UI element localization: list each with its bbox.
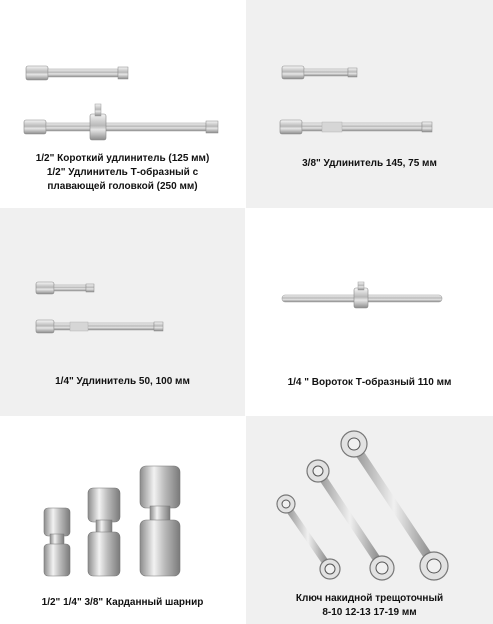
- universal-joint-icon: [0, 416, 245, 591]
- caption-line: Ключ накидной трещоточный: [295, 593, 444, 604]
- panel-ratchet-wrenches: [246, 416, 493, 624]
- caption-line: 1/2" Короткий удлинитель (125 мм): [35, 153, 210, 164]
- panel-t-handle: [246, 208, 493, 416]
- t-handle-icon: [246, 208, 493, 358]
- caption-line: 1/2" 1/4" 3/8" Карданный шарнир: [41, 597, 204, 608]
- caption-line: 8-10 12-13 17-19 мм: [322, 607, 417, 618]
- panel-caption: [246, 157, 493, 171]
- caption-line: плавающей головкой (250 мм): [47, 181, 198, 192]
- ratchet-wrench-icon: [246, 416, 493, 591]
- panel-caption: [0, 596, 245, 610]
- panel-caption: [0, 375, 245, 389]
- caption-line: 1/4 " Вороток Т-образный 110 мм: [287, 377, 452, 388]
- caption-line: 1/2" Удлинитель Т-образный с: [46, 167, 199, 178]
- caption-line: 3/8" Удлинитель 145, 75 мм: [302, 158, 437, 169]
- panel-caption: [0, 152, 245, 194]
- panel-universal-joints: [0, 416, 245, 624]
- extension-bar-icon: [246, 0, 493, 150]
- extension-bar-icon: [0, 208, 245, 358]
- panel-half-inch-extensions: [0, 0, 245, 208]
- extension-bar-icon: [0, 0, 245, 150]
- panel-caption: [246, 376, 493, 390]
- caption-line: 1/4" Удлинитель 50, 100 мм: [55, 376, 190, 387]
- panel-quarter-inch-extensions: [0, 208, 245, 416]
- panel-three-eighths-extensions: [246, 0, 493, 208]
- panel-caption: [246, 592, 493, 620]
